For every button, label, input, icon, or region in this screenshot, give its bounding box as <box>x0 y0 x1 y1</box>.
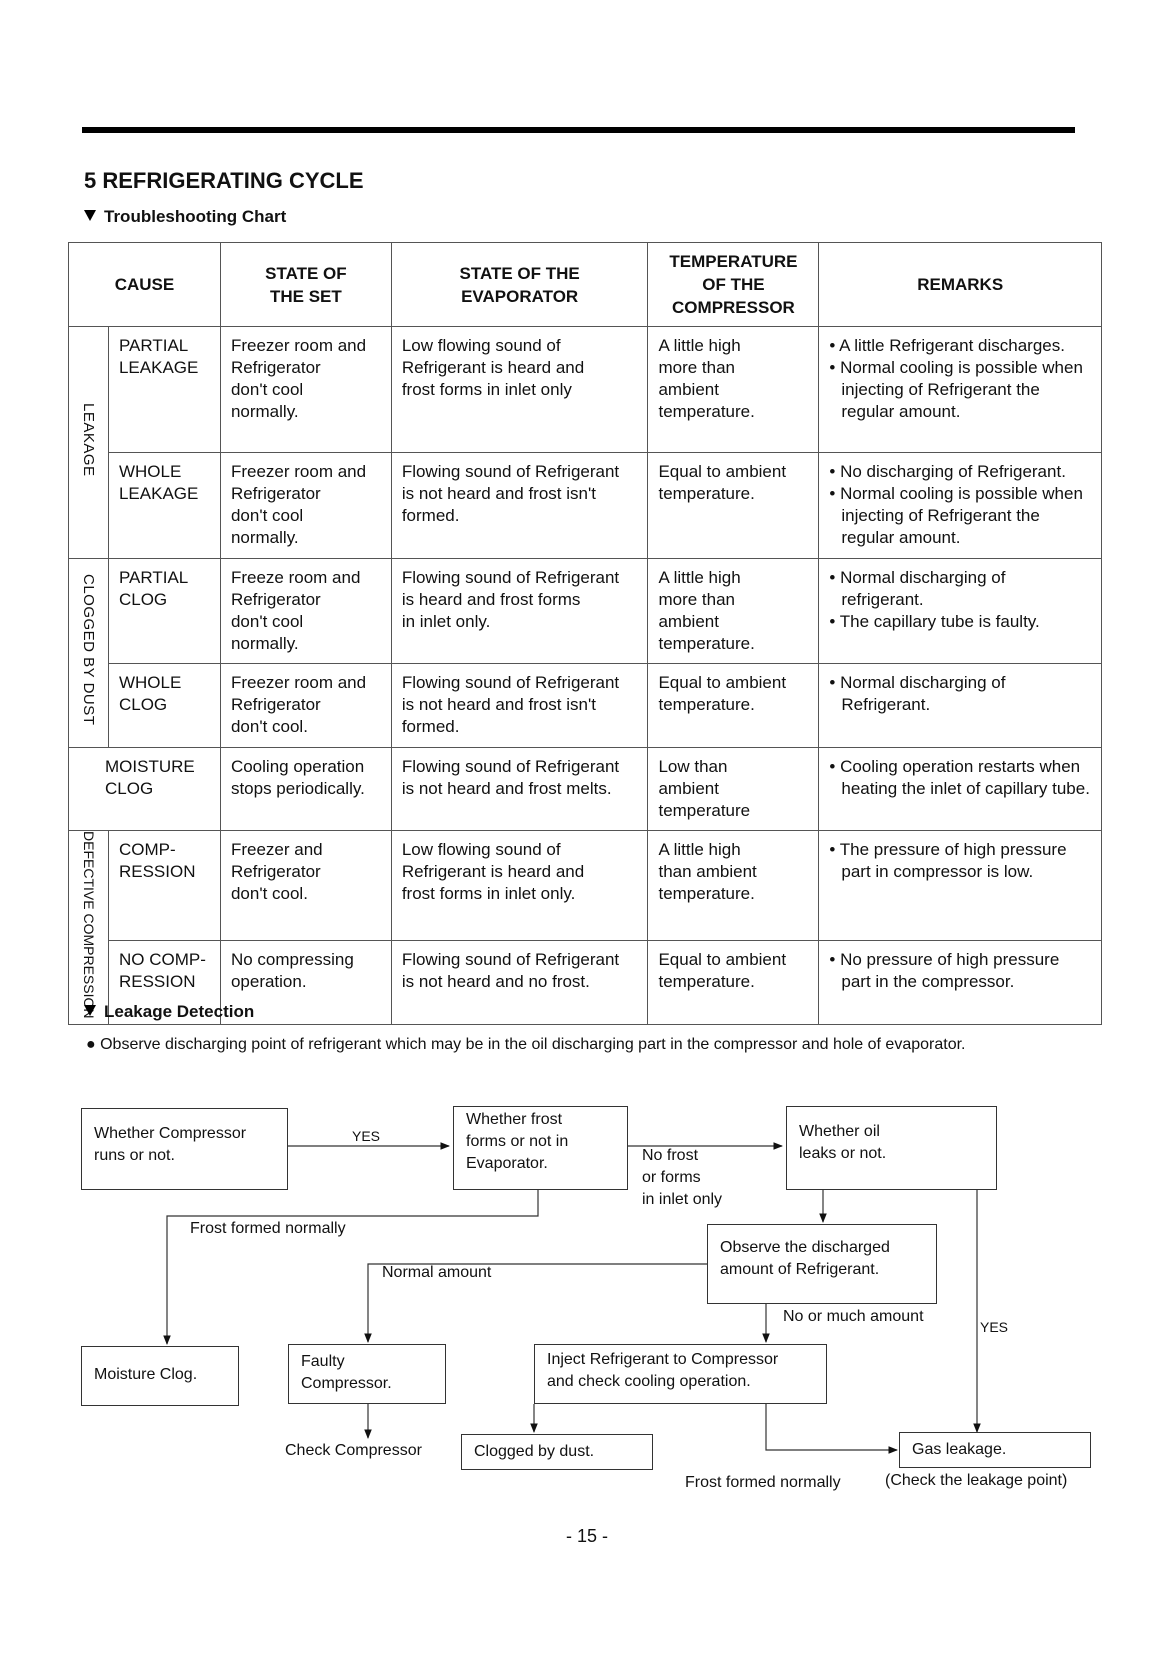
header-state-evaporator: STATE OF THE EVAPORATOR <box>391 243 648 327</box>
cause-cell: NO COMP- RESSION <box>108 941 220 1025</box>
box-inject-refrigerant: Inject Refrigerant to Compressor and check cooling operation. <box>534 1344 827 1404</box>
box-faulty-compressor: Faulty Compressor. <box>288 1344 446 1404</box>
set-cell: Freeze room and Refrigerator don't cool normally. <box>220 559 391 664</box>
temp-cell: Equal to ambient temperature. <box>648 664 819 748</box>
temp-cell: Low than ambient temperature <box>648 748 819 831</box>
evap-cell: Flowing sound of Refrigerant is not heard and frost isn't formed. <box>391 453 648 559</box>
remarks-cell: • No discharging of Refrigerant. • Normal cooling is possible when injecting of Refrigerant the regular amount. <box>819 453 1102 559</box>
evap-cell: Flowing sound of Refrigerant is not heard and no frost. <box>391 941 648 1025</box>
page-number: - 15 - <box>565 1526 608 1546</box>
group-leakage: LEAKAGE <box>69 327 109 559</box>
temp-cell: Equal to ambient temperature. <box>648 453 819 559</box>
header-state-set: STATE OF THE SET <box>220 243 391 327</box>
evap-cell: Low flowing sound of Refrigerant is heard and frost forms in inlet only <box>391 327 648 453</box>
set-cell: Freezer room and Refrigerator don't cool. <box>220 664 391 748</box>
leakage-subtitle: Leakage Detection <box>84 1002 254 1022</box>
cause-cell: COMP- RESSION <box>108 831 220 941</box>
label-frost-formed-normally: Frost formed normally <box>190 1220 346 1237</box>
label-yes-2: YES <box>980 1319 1009 1335</box>
cause-cell: PARTIAL CLOG <box>108 559 220 664</box>
label-frost-formed-normally-2: Frost formed normally <box>685 1474 841 1491</box>
remarks-cell: • No pressure of high pressure part in the compressor. <box>819 941 1102 1025</box>
evap-cell: Flowing sound of Refrigerant is heard and frost forms in inlet only. <box>391 559 648 664</box>
cause-cell: PARTIAL LEAKAGE <box>108 327 220 453</box>
header-temperature: TEMPERATURE OF THE COMPRESSOR <box>648 243 819 327</box>
set-cell: Cooling operation stops periodically. <box>220 748 391 831</box>
section-title: 5 REFRIGERATING CYCLE <box>84 168 364 193</box>
label-normal-amount: Normal amount <box>382 1264 492 1281</box>
box-moisture-clog: Moisture Clog. <box>81 1346 239 1406</box>
troubleshooting-subtitle: Troubleshooting Chart <box>84 207 286 227</box>
leakage-note: ● Observe discharging point of refrigerant which may be in the oil discharging part in the compressor and hole of evaporator. <box>86 1036 966 1053</box>
set-cell: Freezer room and Refrigerator don't cool normally. <box>220 453 391 559</box>
label-no-or-much: No or much amount <box>783 1308 924 1325</box>
group-defective: DEFECTIVE COMPRESSION <box>69 831 109 1025</box>
evap-cell: Flowing sound of Refrigerant is not heard and frost isn't formed. <box>391 664 648 748</box>
remarks-cell: • Normal discharging of Refrigerant. <box>819 664 1102 748</box>
cause-cell: WHOLE LEAKAGE <box>108 453 220 559</box>
temp-cell: Equal to ambient temperature. <box>648 941 819 1025</box>
label-check-compressor: Check Compressor <box>285 1442 422 1459</box>
cause-cell: MOISTURE CLOG <box>69 748 221 831</box>
box-clogged-dust: Clogged by dust. <box>461 1434 653 1470</box>
label-no-frost: No frost or forms in inlet only <box>642 1147 723 1208</box>
header-cause: CAUSE <box>69 243 221 327</box>
box-oil-leaks: Whether oil leaks or not. <box>786 1106 997 1190</box>
box-gas-leakage: Gas leakage. <box>899 1432 1091 1468</box>
cause-cell: WHOLE CLOG <box>108 664 220 748</box>
label-check-leakage-point: (Check the leakage point) <box>885 1472 1068 1489</box>
evap-cell: Flowing sound of Refrigerant is not heard and frost melts. <box>391 748 648 831</box>
temp-cell: A little high more than ambient temperature. <box>648 327 819 453</box>
set-cell: Freezer room and Refrigerator don't cool normally. <box>220 327 391 453</box>
header-remarks: REMARKS <box>819 243 1102 327</box>
set-cell: Freezer and Refrigerator don't cool. <box>220 831 391 941</box>
group-clogged: CLOGGED BY DUST <box>69 559 109 748</box>
box-compressor-runs: Whether Compressor runs or not. <box>81 1108 288 1190</box>
box-observe-discharged: Observe the discharged amount of Refrigerant. <box>707 1224 937 1304</box>
remarks-cell: • The pressure of high pressure part in compressor is low. <box>819 831 1102 941</box>
remarks-cell: • Cooling operation restarts when heating the inlet of capillary tube. <box>819 748 1102 831</box>
evap-cell: Low flowing sound of Refrigerant is heard and frost forms in inlet only. <box>391 831 648 941</box>
box-frost-forms: Whether frost forms or not in Evaporator. <box>453 1106 628 1190</box>
remarks-cell: • A little Refrigerant discharges. • Normal cooling is possible when injecting of Refrigerant the regular amount. <box>819 327 1102 453</box>
temp-cell: A little high more than ambient temperature. <box>648 559 819 664</box>
arrow-inject-to-gas <box>766 1404 897 1450</box>
label-yes-1: YES <box>352 1128 381 1144</box>
set-cell: No compressing operation. <box>220 941 391 1025</box>
temp-cell: A little high than ambient temperature. <box>648 831 819 941</box>
remarks-cell: • Normal discharging of refrigerant. • The capillary tube is faulty. <box>819 559 1102 664</box>
